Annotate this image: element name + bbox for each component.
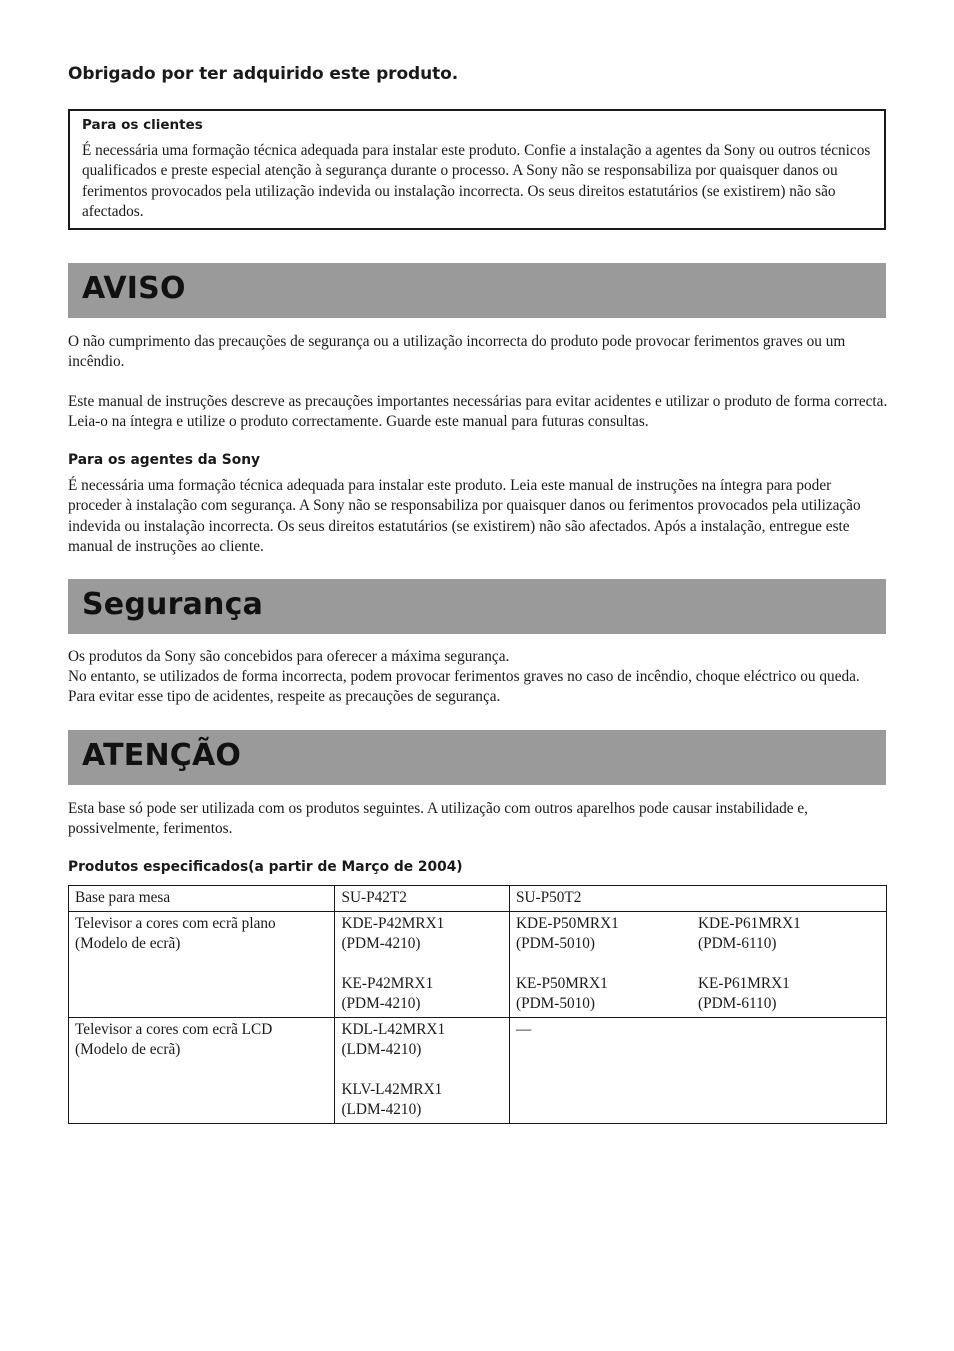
table-header-col1: SU-P42T2 (335, 886, 510, 912)
model-name: KDL-L42MRX1 (341, 1021, 446, 1038)
table-cell (335, 1018, 510, 1124)
atencao-banner (68, 730, 886, 785)
display-model: (LDM-4210) (341, 1041, 422, 1058)
table-caption: Produtos especificados(a partir de Março de 2004) (68, 859, 463, 875)
table-cell (509, 1018, 886, 1124)
model-name: KE-P61MRX1 (697, 975, 790, 992)
customer-notice-box (68, 109, 886, 230)
model-name: KDE-P61MRX1 (697, 915, 801, 932)
row-label-line: (Modelo de ecrã) (75, 935, 181, 952)
aviso-paragraph-2: Este manual de instruções descreve as precauções importantes necessárias para evitar acidentes e utilizar o produto de forma correcta. Leia-o na íntegra e utilize o produto correctamente. Guarde este manual para futuras consultas. (68, 393, 888, 431)
display-model: (PDM-5010) (515, 995, 596, 1012)
table-cell-label (69, 1018, 335, 1124)
display-model: (LDM-4210) (341, 1101, 422, 1118)
display-model: (PDM-5010) (515, 935, 596, 952)
table-cell-label (69, 912, 335, 1018)
row-label-line: Televisor a cores com ecrã LCD (75, 1021, 273, 1038)
table-header-col2: SU-P50T2 (509, 886, 886, 912)
seguranca-heading: Segurança (82, 587, 264, 622)
intro-title: Obrigado por ter adquirido este produto. (68, 64, 459, 84)
table-row (69, 1018, 887, 1124)
seguranca-line-2: No entanto, se utilizados de forma incorrecta, podem provocar ferimentos graves no caso de incêndio, choque eléctrico ou queda. Para evitar esse tipo de acidentes, respeite as precauções de segurança. (68, 668, 860, 706)
customer-notice-heading: Para os clientes (82, 117, 203, 133)
customer-notice-text: É necessária uma formação técnica adequada para instalar este produto. Confie a instalação a agentes da Sony ou outros técnicos qualificados e preste especial atenção à segurança durante o processo. A Sony não se responsabiliza por quaisquer danos ou ferimentos provocados pela utilização indevida ou instalação incorrecta. Os seus direitos estatutários (se existirem) não são afectados. (82, 142, 871, 220)
model-name: KLV-L42MRX1 (341, 1081, 443, 1098)
table-cell (509, 912, 886, 1018)
seguranca-banner (68, 579, 886, 634)
table-row (69, 912, 887, 1018)
aviso-banner (68, 263, 886, 318)
not-applicable-dash: — (515, 1021, 532, 1038)
agents-paragraph: É necessária uma formação técnica adequada para instalar este produto. Leia este manual de instruções na íntegra para poder proceder à instalação com segurança. A Sony não se responsabiliza por quaisquer danos ou ferimentos provocados pela utilização indevida ou instalação incorrecta. Os seus direitos estatutários (se existirem) não são afectados. Após a instalação, entregue este manual de instruções ao cliente. (68, 477, 861, 555)
specified-products-table (68, 885, 887, 1124)
model-name: KE-P50MRX1 (515, 975, 608, 992)
aviso-paragraph-1: O não cumprimento das precauções de segurança ou a utilização incorrecta do produto pode provocar ferimentos graves ou um incêndio. (68, 333, 846, 371)
table-header-row (69, 886, 887, 912)
model-name: KE-P42MRX1 (341, 975, 434, 992)
display-model: (PDM-4210) (341, 935, 421, 952)
atencao-heading: ATENÇÃO (82, 738, 242, 773)
display-model: (PDM-6110) (697, 935, 777, 952)
display-model: (PDM-6110) (697, 995, 777, 1012)
display-model: (PDM-4210) (341, 995, 421, 1012)
model-name: KDE-P50MRX1 (515, 915, 619, 932)
row-label-line: (Modelo de ecrã) (75, 1041, 181, 1058)
table-cell (335, 912, 510, 1018)
table-header-label: Base para mesa (69, 886, 335, 912)
seguranca-line-1: Os produtos da Sony são concebidos para oferecer a máxima segurança. (68, 648, 510, 665)
agents-subheading: Para os agentes da Sony (68, 452, 261, 468)
atencao-paragraph: Esta base só pode ser utilizada com os produtos seguintes. A utilização com outros aparelhos pode causar instabilidade e, possivelmente, ferimentos. (68, 800, 809, 838)
model-name: KDE-P42MRX1 (341, 915, 445, 932)
row-label-line: Televisor a cores com ecrã plano (75, 915, 276, 932)
aviso-heading: AVISO (82, 271, 186, 306)
